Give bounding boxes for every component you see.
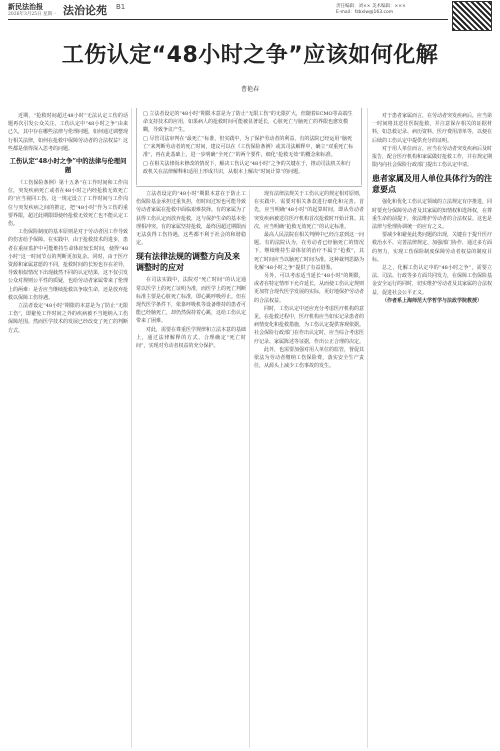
paragraph: 对于用人单位而言，应当在劳动者突发疾病后及时报告，配合医疗机构和家属做好抢救工作，并在规定期限内向社会保险行政部门提出工伤认定申请。 <box>372 145 493 169</box>
paragraph: 此外，也需要加强对用人单位的监管，督促其依法为劳动者缴纳工伤保险费，落实安全生产责任，从源头上减少工伤事故的发生。 <box>254 346 365 370</box>
column-divider <box>367 108 368 748</box>
section-heading-2: 现有法律法规的调整方向及来调整时的应对 <box>136 252 240 273</box>
column-divider <box>131 108 132 748</box>
column-1 <box>8 112 128 335</box>
newspaper-name: 新民法治报 <box>8 2 43 11</box>
page-header <box>0 0 500 18</box>
paragraph: 现有法律法规关于工伤认定的规定相对原则，在实践中，需要对相关条款进行细化和完善。首先，应当明确“48小时”的起算时间，即从劳动者突发疾病被送往医疗机构首次抢救时开始计算。其次，应当明确“抢救无效死亡”的认定标准。 <box>254 191 365 230</box>
column-divider <box>249 190 250 748</box>
column-5 <box>372 112 492 305</box>
section-heading-1: 工伤认定“48小时之争”中的法律与伦理问题 <box>9 158 127 175</box>
paragraph: 立法者设定的“48小时”期限本意在于防止工伤保险基金承担过重负担，但时间过短也可能导致劳动者家属在抢救中面临艰难抉择。有的家属为了获得工伤认定而放弃抢救，这与保护生命的基本伦理相冲突。有的家属坚持抢救，最终因超过期限而无法获得工伤待遇，这些都不利于社会的和谐稳定。 <box>136 191 247 247</box>
summary-item: □ 在相关法律尚未修改的情况下，解决工伤认定“48小时”之争的关键在于，推动司法机关和行政机关在法律解释和适用上形成共识，从根本上解决“时间计算”的问题。 <box>143 161 351 175</box>
paragraph: 最高人民法院在相关判例中已经注意到这一问题。有的法院认为，在劳动者已经脑死亡的情况下，继续维持生命体征的治疗不属于“抢救”，其死亡时间应当以脑死亡时间为准。这种裁判思路为化解“48小时之争”提供了有益借鉴。 <box>254 232 365 271</box>
paragraph: 另外，可以考虑适当延长“48小时”的期限，或者在特定情形下允许延长，从而使工伤认定规则更加符合现代医学发展的实际，更好地保护劳动者的合法权益。 <box>254 273 365 304</box>
page-number: B1 <box>116 3 126 11</box>
paragraph: 要减少和避免此类问题的出现，关键在于提升医疗救治水平、完善法律规定、加强部门协作，通过多方面的努力，实现工伤保险制度保障劳动者权益的制度目标。 <box>372 232 493 263</box>
article-author: 曹艳春 <box>240 86 259 93</box>
editor-info: 责任编辑：刘×× 美术编辑：××× <box>336 4 406 9</box>
paragraph: 工伤保险制度的基本原则是对于劳动者因工作导致的伤害给予保障。在实践中，由于抢救技术的进步，患者在重症监护中可能维持生命体征较长时间，使得“48小时”这一时间节点的判断更加复杂。同时，由于医疗资源和家属意愿的不同，抢救时间的长短也存在差异，导致相似情况下出现截然不同的认定结果，这不仅引发公众对规则公平性的质疑，也给劳动者家属带来了伦理上的两难：是否应当继续抢救以争取生命，还是放弃抢救以保障工伤待遇。 <box>8 229 129 301</box>
summary-item: □ 立法者设定的“48小时”期限本意是为了防止“无限工伤”的无限扩大，但随着ECMO等高端生命支持技术的应用，如果病人的抢救时间可能被显著延长，心脏死亡与脑死亡的界限也愈发模糊，导致争议产生。 <box>143 111 353 133</box>
article-title: 工伤认定“48小时之争”应该如何化解 <box>61 43 439 68</box>
summary-item: □ 尽管司法审判在“最死亡”标准，但实践中，为了保护劳动者的利益，有的法院已经运用“脑死亡”来判断劳动者的死亡时间，建议可以在《工伤保险条例》或其司法解释中，确立“双重死亡标准”，再在此基础上，进一步明确“全死亡”的两个要件，细化“抢救无效”的概念和标准。 <box>143 136 354 158</box>
author-note: （作者系上海师范大学哲学与法政学院教授） <box>382 297 483 304</box>
paragraph: 在司法实践中，法院对“死亡时间”的认定通常以医学上的死亡证明为准，而医学上的死亡判断标准主要是心脏死亡标准，即心跳呼吸停止。但在现代医学条件下，依靠呼吸机等设备维持的患者可能已经脑死亡，却仍然保持着心跳，这给工伤认定带来了困难。 <box>136 277 247 325</box>
paragraph: 立法者设定“48小时”期限的本意是为了防止“无限工伤”，即避免工作时间之外的疾病被不当地纳入工伤保障范围。然而医学技术的发展已经改变了死亡的判断方式。 <box>8 303 129 334</box>
qr-code-icon <box>452 1 492 31</box>
paragraph: 总之，化解工伤认定中的“48小时之争”，需要立法、司法、行政等多方面共同发力，在保障工伤保险基金安全运行的同时，切实维护劳动者及其家属的合法权益，促进社会公平正义。 <box>372 265 493 296</box>
section-name: 法治论苑 <box>63 4 107 17</box>
column-3 <box>254 190 364 370</box>
paragraph: 对于患者家属而言，在劳动者突发疾病后，应当第一时间将其送往医院抢救，并注意保存相关的证据材料，如急救记录、病历资料、医疗费用清单等，以便在后续的工伤认定中提供充分的证明。 <box>372 113 493 144</box>
column-2 <box>136 190 246 350</box>
paragraph: 《工伤保险条例》第十五条“在工作时间和工作岗位，突发疾病死亡或者在48小时之内经抢救无效死亡的”应当视同工伤。这一规定设立了工作时间与工作岗位与突发疾病之间的推定，把“48小时”作为工伤的重要界限，超过此期限即使经抢救无效死亡也不能认定工伤。 <box>8 180 129 228</box>
issue-date: 2026年3月25日 星期一 <box>8 12 57 17</box>
summary-box <box>136 108 362 185</box>
paragraph: 同时，工伤认定中还应充分考虑医疗机构的意见。在抢救过程中，医疗机构应当如实记录患者的病情变化和抢救措施，为工伤认定提供客观依据。社会保险行政部门在作出认定时，应当综合考虑医疗记录、家属陈述等证据，作出公正合理的决定。 <box>254 305 365 345</box>
email-info: E-mail：fzbxlw@163.com <box>336 10 394 15</box>
paragraph: 对此，需要在尊重医学规律和立法本意的基础上，通过法律解释的方式，合理确定“死亡时间”，实现对劳动者权益的充分保护。 <box>136 326 247 350</box>
summary-bottom-rule <box>136 186 362 187</box>
paragraph: 强化和优化工伤认定领域的立法规定有序推进，同时要充分保障劳动者及其家属的知情权和选择权，在尊重生命的前提下，依法维护劳动者的合法权益。这也是法律与伦理协调统一的应有之义。 <box>372 199 493 231</box>
header-rule <box>8 19 448 20</box>
intro-paragraph: 近期，“抢救时间超过48小时”无法认定工伤的话题再次引发公众关注。工伤认定中“48小时之争”由来已久，其中存在哪些法律与伦理问题，如何通过调整现行相关法律，如何在抢救中保障劳动者的合法权益？这些都是值得深入思考的问题。 <box>8 113 129 152</box>
section-heading-3: 患者家属及用人单位具体行为的注意要点 <box>372 174 492 195</box>
